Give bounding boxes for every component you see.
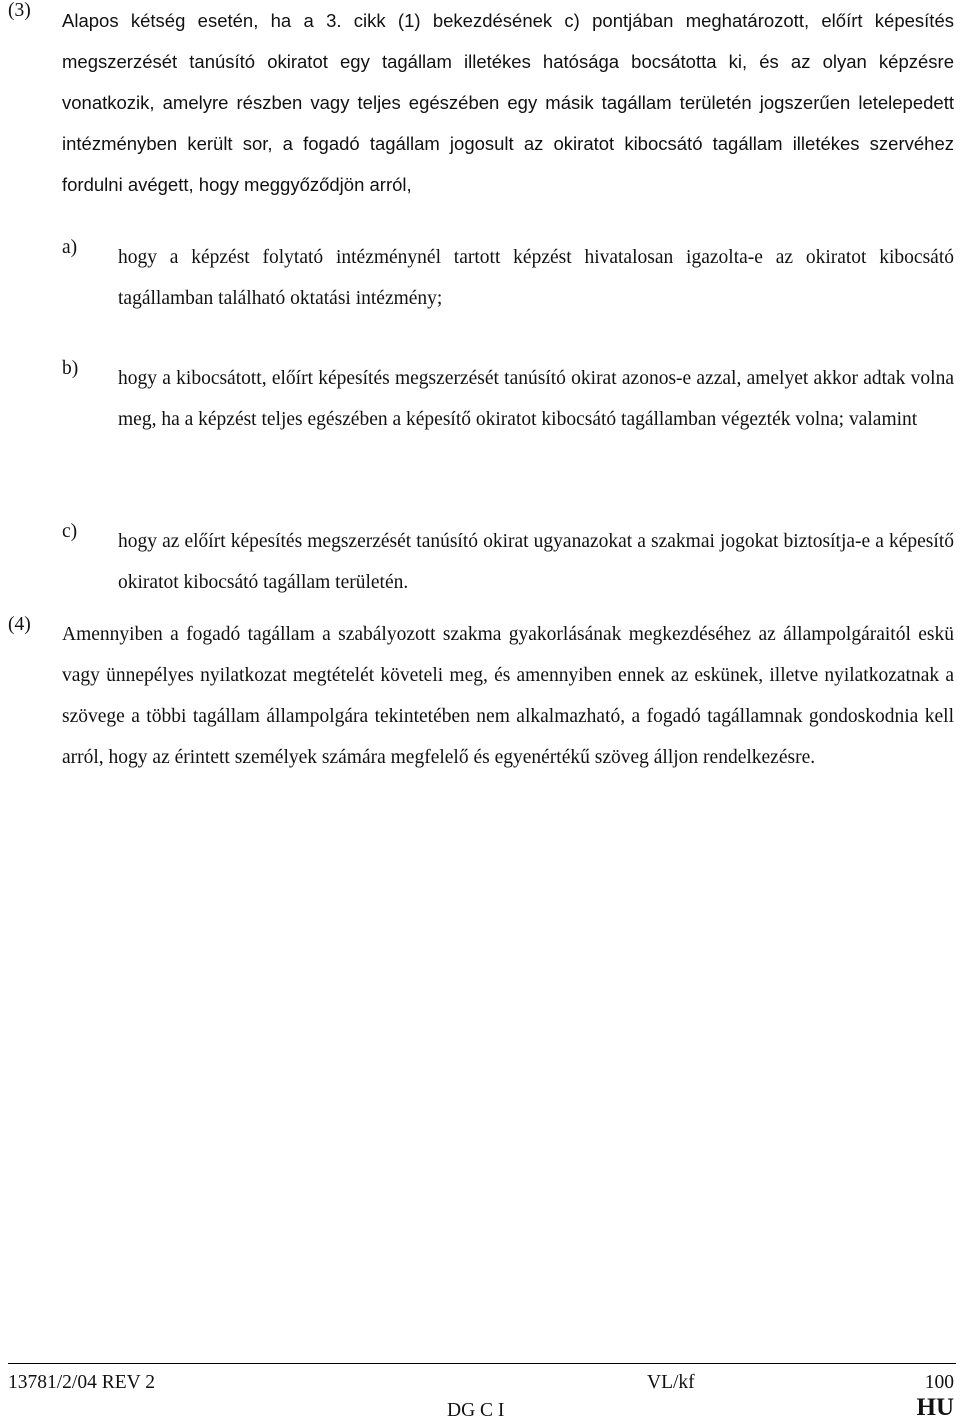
paragraph-3-text: Alapos kétség esetén, ha a 3. cikk (1) bekezdésének c) pontjában meghatározott, előírt képesítés megszerzését tanúsító okiratot egy tagállam illetékes hatósága bocsátotta ki, és az olyan képzésre vonatkozik, amelyre részben vagy teljes egészében egy másik tagállam területén jogszerűen letelepedett intézményben került sor, a fogadó tagállam jogosult az okiratot kibocsátó tagállam illetékes szervéhez fordulni avégett, hogy meggyőződjön arról, xyxy=(62,10,954,195)
paragraph-4-text: Amennyiben a fogadó tagállam a szabályozott szakma gyakorlásának megkezdéséhez az állampolgáraitól eskü vagy ünnepélyes nyilatkozat megtételét követeli meg, és amennyiben ennek az eskünek, illetve nyilatkozatnak a szövege a többi tagállam állampolgára tekintetében nem alkalmazható, a fogadó tagállamnak gondoskodnia kell arról, hogy az érintett személyek számára megfelelő és egyenértékű szöveg álljon rendelkezésre. xyxy=(62,624,954,768)
footer-initials: VL/kf xyxy=(647,1372,695,1393)
paragraph-4-number: (4) xyxy=(8,614,31,635)
footer-divider xyxy=(8,1363,956,1364)
list-item-text: hogy az előírt képesítés megszerzését tanúsító okirat ugyanazokat a szakmai jogokat biztosítja-e a képesítő okiratot kibocsátó tagállam területén. xyxy=(118,531,954,593)
paragraph-3-number: (3) xyxy=(8,0,31,21)
footer-dg: DG C I xyxy=(447,1400,505,1421)
footer-page-number: 100 xyxy=(924,1372,954,1393)
list-item-text: hogy a kibocsátott, előírt képesítés megszerzését tanúsító okirat azonos-e azzal, amelyet akkor adtak volna meg, ha a képzést teljes egészében a képesítő okiratot kibocsátó tagállamban végezték volna; valamint xyxy=(118,368,954,430)
footer-language-code: HU xyxy=(916,1394,954,1421)
footer-doc-ref: 13781/2/04 REV 2 xyxy=(8,1372,155,1393)
list-item-letter: a) xyxy=(62,237,78,258)
list-item-letter: b) xyxy=(62,358,79,379)
list-item-letter: c) xyxy=(62,521,78,542)
list-item-text: hogy a képzést folytató intézménynél tartott képzést hivatalosan igazolta-e az okiratot kibocsátó tagállamban található oktatási intézmény; xyxy=(118,247,954,309)
